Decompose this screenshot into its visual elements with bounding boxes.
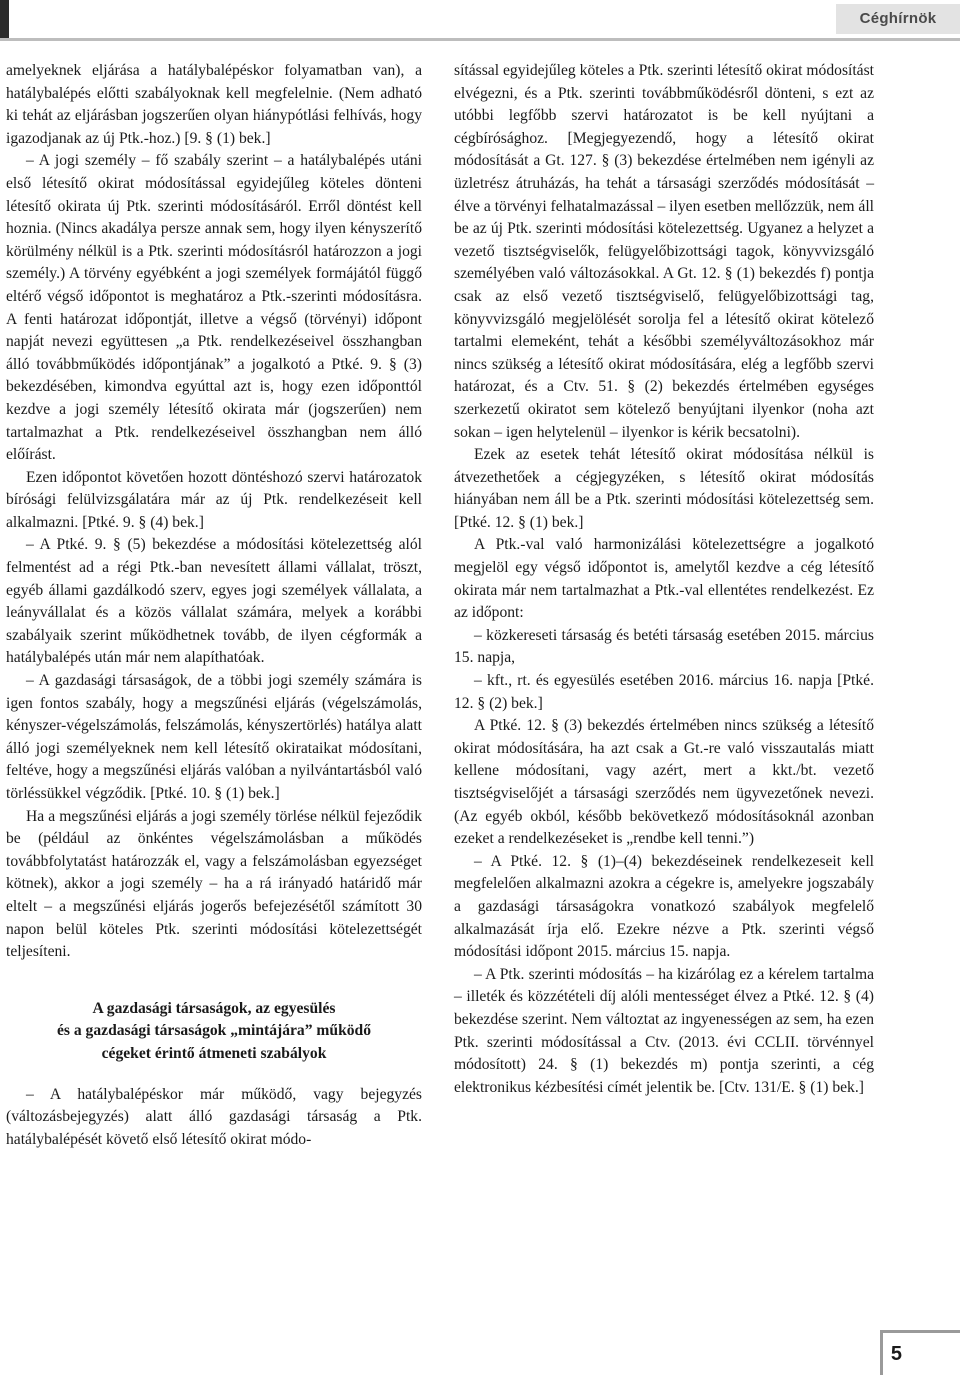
- header-corner-block: [0, 0, 9, 40]
- section-heading-line: A gazdasági társaságok, az egyesülés: [92, 999, 336, 1017]
- list-item: – kft., rt. és egyesülés esetében 2016. március 16. napja [Ptké. 12. § (2) bek.]: [454, 672, 874, 712]
- paragraph: – A Ptké. 12. § (1)–(4) bekezdéseinek rendelkezeseit kell megfelelően alkalmazni azokra a cégekre is, amelyekre jogszabály a gazdasági társaságokra vonatkozó szabályok megfelelő alkalmazását írja elő. Ezekre nézve a Ptk. szerinti végső módosítási időpont 2015. március 15. napja.: [454, 852, 874, 961]
- paragraph: – A gazdasági társaságok, de a többi jogi személy számára is igen fontos szabály, hogy a megszűnési eljárás (végelszámolás, kényszer-végelszámolás, felszámolás, kényszertörlés) hatálya alatt álló jogi személyeknek nem kell létesítő okirataikat módosítani, feltéve, hogy a megszűnési eljárás valóban a nyilvántartásból való törléssükkel végződik. [Ptké. 10. § (1) bek.]: [6, 672, 422, 802]
- paragraph: Ha a megszűnési eljárás a jogi személy törlése nélkül fejeződik be (például az önkéntes végelszámolásban a működés továbbfolytatást határozzák el, vagy a felszámolásban egyezséget kötnek), akkor a jogi személy – ha a rá irányadó határidő már eltelt – a megszűnési eljárás jogerős befejezésétől számított 30 napon belül köteles Ptk. szerinti módosítási kötelezettségét teljesíteni.: [6, 807, 422, 961]
- list-item: – közkereseti társaság és betéti társaság esetében 2015. március 15. napja,: [454, 626, 874, 667]
- section-heading-line: cégeket érintő átmeneti szabályok: [101, 1044, 327, 1062]
- paragraph: – A Ptké. 9. § (5) bekezdése a módosítási kötelezettség alól felmentést ad a régi Ptk.-ban nevesített állami vállalat, tröszt, egyéb állami gazdálkodó szerv, egyes jogi személyek vállalata, a leányvállalat és a közös vállalat számára, melyek a korábbi szabályaik szerint működhetnek tovább, de ilyen cégformák a hatálybalépés után már nem alapíthatóak.: [6, 536, 422, 667]
- paragraph: sítással egyidejűleg köteles a Ptk. szerinti létesítő okirat módosítást elvégezni, és a Ptk. szerinti továbbműködésről dönteni, s ezt az utóbbi legfőbb szervi határozatot is be kell nyújtani a cégbírósághoz. [Megjegyezendő, hogy a létesítő okirat módosítását a Gt. 127. § (3) bekezdése értelmében nem igényli az üzletrész átruházás, ha tehát a társasági szerződés módosítását – élve a törvényi felhatalmazással – ilyen esetben mellőzzük, nem áll be az új Ptk. szerinti módosítási kötelezettség. Ugyanez a helyzet a vezető tisztségviselők, felügyelőbizottsági tagok, könyvvizsgáló személyében való változásokkal. A Gt. 12. § (1) bekezdés f) pontja csak az első vezető tisztségviselő, felügyelőbizottsági tag, könyvvizsgáló megjelölését sorolja fel a létesítő okirat kötelező tartalmi elemeként, tehát a későbbi személyváltozásokhoz már nincs szükség a létesítő okirat módosítására, elég a legfőbb szervi határozat, és a Ctv. 51. § (2) bekezdés értelmében egységes szerkezetű okiratot sem kötelező benyújtani ilyenkor (noha azt sokan – igen helytelenül – ilyenkor is kérik becsatolni).: [454, 62, 874, 441]
- paragraph: – A jogi személy – fő szabály szerint – a hatálybalépés utáni első létesítő okirat módosítással egyidejűleg köteles dönteni létesítő okirata új Ptk. szerinti módosításáról. Erről döntést kell hoznia. (Nincs akadálya persze annak sem, hogy ilyen kényszerítő körülmény nélkül is a Ptk. szerinti módosításról határozzon a jogi személy.) A törvény egyébként a jogi személyek formájától függő eltérő végső időpontot is meghatároz a Ptk.-szerinti módosításra. A fenti határozat időpontját, illetve a végső (törvényi) időpont napját nevezi együttesen „a Ptk. rendelkezéseivel összhangban álló továbbműködés időpontjának” a jogalkotó a Ptké. 9. § (3) bekezdésében, kimondva egyúttal azt is, hogy ezen időponttól kezdve a jogi személy létesítő okirata már (jogszerűen) nem tartalmazhat a Ptk. rendelkezéseivel összhangban nem álló előírást.: [6, 152, 422, 464]
- paragraph: A Ptké. 12. § (3) bekezdés értelmében nincs szükség a létesítő okirat módosítására, ha azt csak a Gt.-re való visszautalás miatt kellene módosítani, vagy azért, mert a kkt./bt. vezető tisztségviselőjét a társasági szerződés nem ügyvezetőnek nevezi. (Az egyéb okból, később bekövetkező módosításoknál azonban ezeket a rendelkezéseket is „rendbe kell tenni.”): [454, 717, 874, 848]
- paragraph: – A Ptk. szerinti módosítás – ha kizárólag ez a kérelem tartalma – illeték és közzétételi díj alóli mentességet élvez a Ptké. 12. § (4) bekezdése szerint. Nem változtat az ingyenességen az sem, ha ezen Ptk. szerinti módosítással a Ctv. (2013. évi CCLII. törvénnyel módosított) 24. § (1) bekezdés m) pontja szerinti, a cég elektronikus kézbesítési címét jelentik be. [Ctv. 131/E. § (1) bek.]: [454, 965, 874, 1096]
- paragraph: Ezek az esetek tehát létesítő okirat módosítása nélkül is átvezethetőek a cégjegyzéken, s létesítő okirat módosítás hiányában nem áll be a Ptk. szerinti módosítási kötelezettség sem. [Ptké. 12. § (1) bek.]: [454, 446, 874, 531]
- paragraph: A Ptk.-val való harmonizálási kötelezettségre a jogalkotó megjelöl egy végső időpontot is, amelytől kezdve a cég létesítő okirata már nem tartalmazhat a Ptk.-val ellentétes rendelkezést. Ez az időpont:: [454, 536, 874, 622]
- section-heading-line: és a gazdasági társaságok „mintájára” működő: [56, 1022, 372, 1040]
- paragraph: amelyeknek eljárása a hatálybalépéskor folyamatban van), a hatálybalépés előtti szabályoknak kell megfelelnie. (Nem adható ki tehát az eljárásban jogszerűen olyan hiánypótlási felhívás, hogy igazodjanak az új Ptk.-hoz.) [9. § (1) bek.]: [6, 62, 422, 147]
- paragraph: – A hatálybalépéskor már működő, vagy bejegyzés (változásbejegyzés) alatt álló gazdasági társaság a Ptk. hatálybalépését követő első létesítő okirat módo-: [6, 1085, 422, 1148]
- right-column: [454, 60, 874, 1099]
- page-number: 5: [890, 1343, 902, 1365]
- header-band: [0, 0, 960, 38]
- paragraph: Ezen időpontot követően hozott döntéshozó szervi határozatok bírósági felülvizsgálatára már az új Ptk. rendelkezéseit kell alkalmazni. [Ptké. 9. § (4) bek.]: [6, 468, 422, 531]
- header-rule: [0, 38, 960, 41]
- left-column: [6, 60, 422, 1151]
- publication-title: Céghírnök: [836, 4, 960, 34]
- section-heading: [24, 998, 404, 1066]
